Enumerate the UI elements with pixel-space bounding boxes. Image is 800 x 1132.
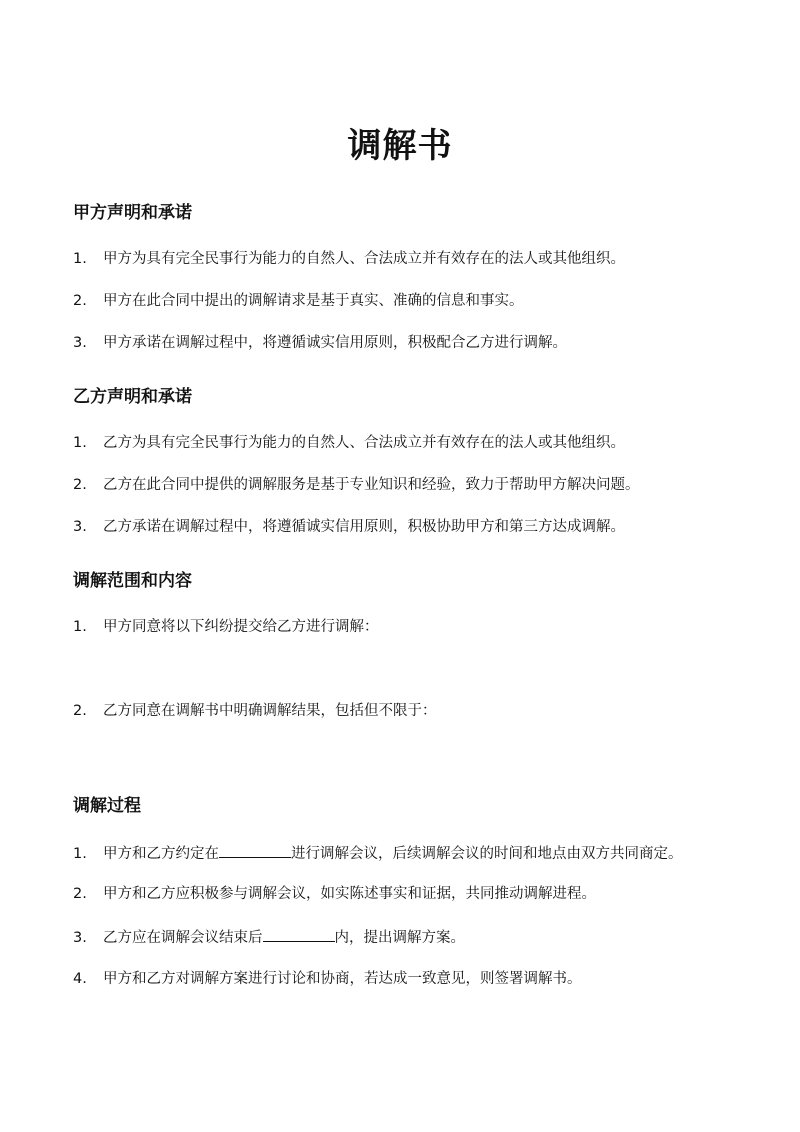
list-item xyxy=(73,291,524,311)
item-text: 乙方承诺在调解过程中，将遵循诚实信用原则，积极协助甲方和第三方达成调解。 xyxy=(103,519,625,535)
item-text: 乙方同意在调解书中明确调解结果，包括但不限于： xyxy=(103,703,437,719)
list-item xyxy=(73,884,596,904)
item-text: 甲方和乙方应积极参与调解会议，如实陈述事实和证据，共同推动调解进程。 xyxy=(103,886,596,902)
fill-in-blank xyxy=(263,927,335,942)
item-number: 1. xyxy=(73,846,87,862)
section-heading-scope: 调解范围和内容 xyxy=(73,571,192,591)
item-text-after: 内，提出调解方案。 xyxy=(334,930,465,946)
item-text-before: 乙方应在调解会议结束后 xyxy=(103,930,263,946)
list-item xyxy=(73,969,582,989)
item-text: 甲方为具有完全民事行为能力的自然人、合法成立并有效存在的法人或其他组织。 xyxy=(103,251,625,267)
item-number: 1. xyxy=(73,251,87,267)
list-item xyxy=(73,517,625,537)
item-number: 3. xyxy=(73,930,87,946)
item-text: 甲方承诺在调解过程中，将遵循诚实信用原则，积极配合乙方进行调解。 xyxy=(103,335,567,351)
list-item xyxy=(73,701,437,721)
item-text: 乙方为具有完全民事行为能力的自然人、合法成立并有效存在的法人或其他组织。 xyxy=(103,435,625,451)
item-number: 1. xyxy=(73,619,87,635)
fill-in-blank xyxy=(219,843,291,858)
item-number: 2. xyxy=(73,293,87,309)
item-number: 2. xyxy=(73,886,87,902)
section-heading-party-a: 甲方声明和承诺 xyxy=(73,203,192,223)
list-item xyxy=(73,249,625,269)
document-title: 调解书 xyxy=(347,126,453,166)
list-item xyxy=(73,927,465,948)
item-text: 甲方同意将以下纠纷提交给乙方进行调解： xyxy=(103,619,379,635)
item-text: 乙方在此合同中提供的调解服务是基于专业知识和经验，致力于帮助甲方解决问题。 xyxy=(103,477,640,493)
list-item xyxy=(73,843,683,864)
item-number: 3. xyxy=(73,519,87,535)
list-item xyxy=(73,333,567,353)
item-number: 2. xyxy=(73,703,87,719)
list-item xyxy=(73,433,625,453)
section-heading-process: 调解过程 xyxy=(73,796,141,816)
item-number: 4. xyxy=(73,971,87,987)
item-number: 3. xyxy=(73,335,87,351)
item-text: 甲方和乙方对调解方案进行讨论和协商，若达成一致意见，则签署调解书。 xyxy=(103,971,582,987)
list-item xyxy=(73,475,640,495)
item-text-before: 甲方和乙方约定在 xyxy=(103,846,219,862)
item-number: 1. xyxy=(73,435,87,451)
item-text-after: 进行调解会议，后续调解会议的时间和地点由双方共同商定。 xyxy=(291,846,683,862)
list-item xyxy=(73,617,379,637)
item-text: 甲方在此合同中提出的调解请求是基于真实、准确的信息和事实。 xyxy=(103,293,524,309)
item-number: 2. xyxy=(73,477,87,493)
section-heading-party-b: 乙方声明和承诺 xyxy=(73,387,192,407)
